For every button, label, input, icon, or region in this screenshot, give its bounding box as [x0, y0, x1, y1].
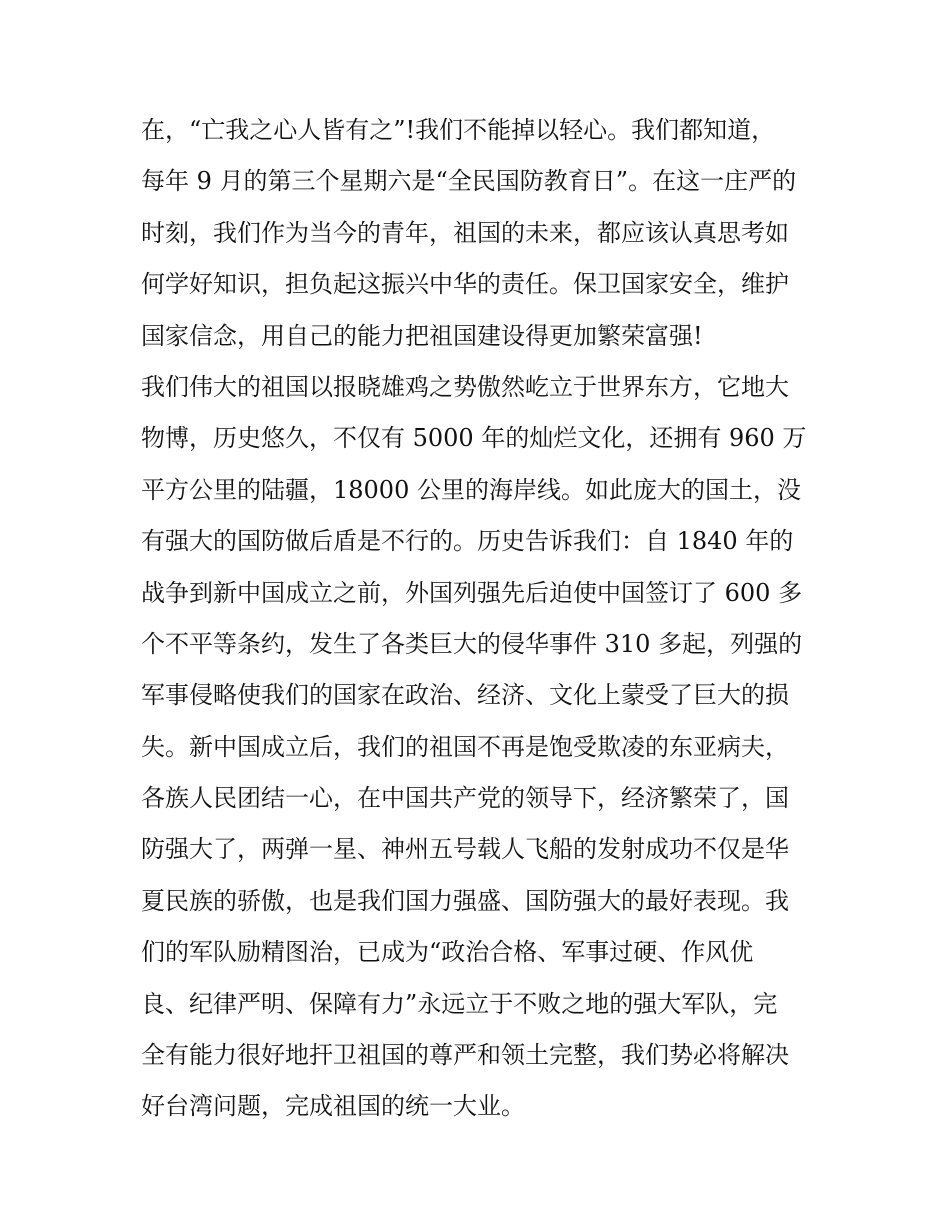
- text-line: 在，“亡我之心人皆有之”!我们不能掉以轻心。我们都知道，: [141, 116, 776, 144]
- text-line: 良、纪律严明、保障有力”永远立于不败之地的强大军队，完: [141, 989, 778, 1018]
- text-line: 我们伟大的祖国以报晓雄鸡之势傲然屹立于世界东方，它地大: [141, 372, 789, 401]
- text-line: 防强大了，两弹一星、神州五号载人飞船的发射成功不仅是华: [141, 835, 789, 864]
- text-line: 全有能力很好地扞卫祖国的尊严和领土完整，我们势必将解决: [141, 1041, 789, 1070]
- text-line: 平方公里的陆疆，18000 公里的海岸线。如此庞大的国土，没: [141, 475, 801, 504]
- text-line: 每年 9 月的第三个星期六是“全民国防教育日”。在这一庄严的: [141, 167, 797, 196]
- text-line: 各族人民团结一心，在中国共产党的领导下，经济繁荣了，国: [141, 784, 789, 813]
- text-line: 个不平等条约，发生了各类巨大的侵华事件 310 多起，列强的: [141, 629, 803, 658]
- text-line: 夏民族的骄傲，也是我们国力强盛、国防强大的最好表现。我: [141, 886, 789, 915]
- text-line: 何学好知识，担负起这振兴中华的责任。保卫国家安全，维护: [141, 270, 789, 299]
- body-text: [141, 105, 821, 1133]
- text-line: 国家信念，用自己的能力把祖国建设得更加繁荣富强!: [141, 321, 703, 350]
- text-line: 军事侵略使我们的国家在政治、经济、文化上蒙受了巨大的损: [141, 681, 789, 710]
- text-line: 有强大的国防做后盾是不行的。历史告诉我们：自 1840 年的: [141, 527, 794, 556]
- text-line: 好台湾问题，完成祖国的统一大业。: [141, 1092, 525, 1121]
- text-line: 战争到新中国成立之前，外国列强先后迫使中国签订了 600 多: [141, 578, 803, 607]
- text-line: 物博，历史悠久，不仅有 5000 年的灿烂文化，还拥有 960 万: [141, 424, 807, 453]
- text-line: 们的军队励精图治，已成为“政治合格、军事过硬、作风优: [141, 938, 754, 967]
- text-line: 时刻，我们作为当今的青年，祖国的未来，都应该认真思考如: [141, 218, 789, 247]
- text-line: 失。新中国成立后，我们的祖国不再是饱受欺凌的东亚病夫，: [141, 732, 789, 761]
